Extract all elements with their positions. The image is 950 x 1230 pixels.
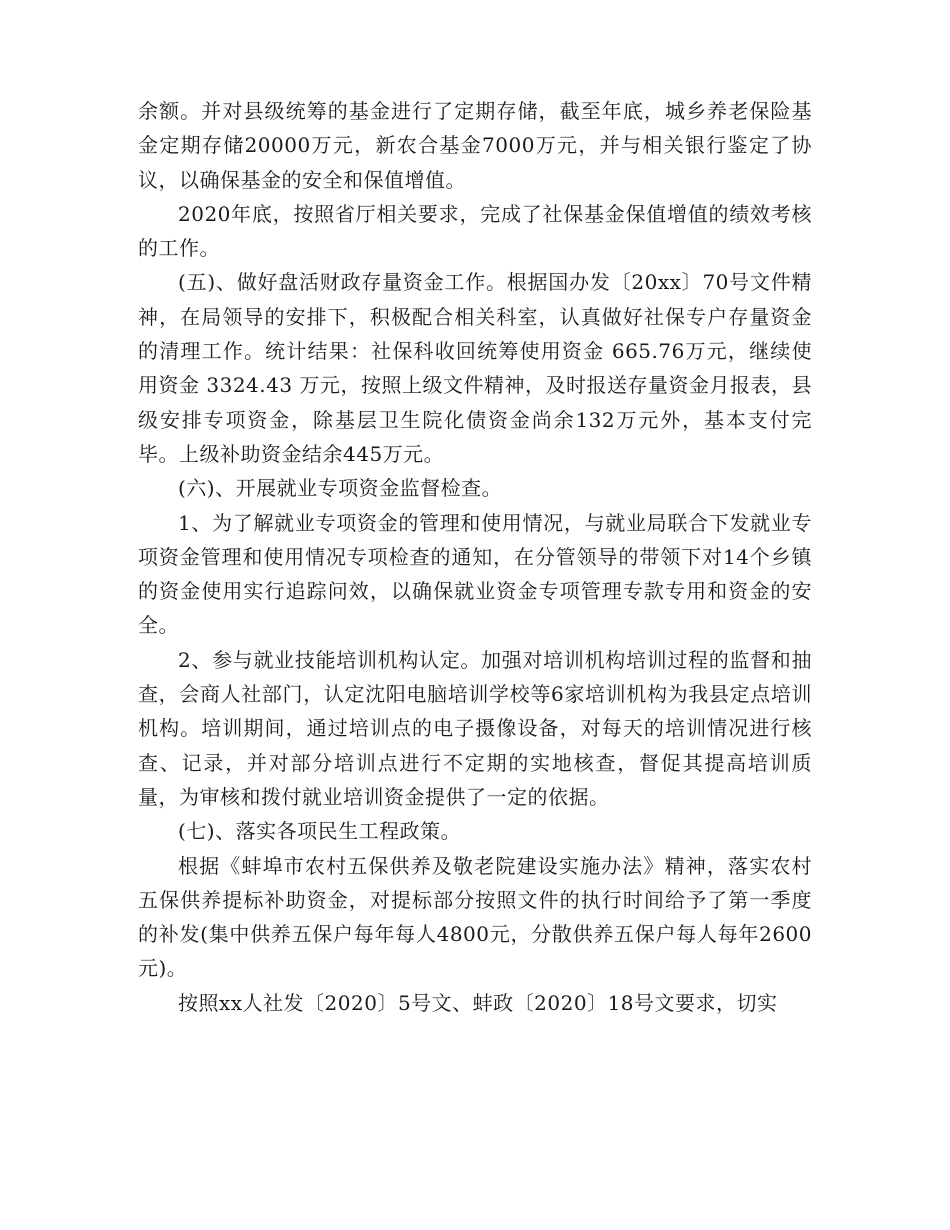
- paragraph-section-6-item-2: 2、参与就业技能培训机构认定。加强对培训机构培训过程的监督和抽查，会商人社部门，认定沈阳电脑培训学校等6家培训机构为我县定点培训机构。培训期间，通过培训点的电子摄像设备，对每天的培训情况进行核查、记录，并对部分培训点进行不定期的实地核查，督促其提高培训质量，为审核和拨付就业培训资金提供了一定的依据。: [138, 647, 812, 809]
- paragraph-performance-review: 2020年底，按照省厅相关要求，完成了社保基金保值增值的绩效考核的工作。: [138, 201, 812, 261]
- paragraph-section-6-item-1: 1、为了解就业专项资金的管理和使用情况，与就业局联合下发就业专项资金管理和使用情况专项检查的通知，在分管领导的带领下对14个乡镇的资金使用实行追踪问效，以确保就业资金专项管理专款专用和资金的安全。: [138, 510, 812, 638]
- paragraph-section-5-stock-funds: (五)、做好盘活财政存量资金工作。根据国办发〔20xx〕70号文件精神，在局领导的安排下，积极配合相关科室，认真做好社保专户存量资金的清理工作。统计结果：社保科收回统筹使用资金 665.76万元，继续使用资金 3324.43 万元，按照上级文件精神，及时报送存量资金月报表，县级安排专项资金，除基层卫生院化债资金尚余132万元外，基本支付完毕。上级补助资金结余445万元。: [138, 270, 812, 466]
- paragraph-section-6-heading: (六)、开展就业专项资金监督检查。: [178, 476, 503, 501]
- document-body: [138, 94, 812, 1020]
- paragraph-section-7-continued: 按照xx人社发〔2020〕5号文、蚌政〔2020〕18号文要求，切实: [178, 990, 778, 1015]
- paragraph-section-7-heading: (七)、落实各项民生工程政策。: [178, 819, 462, 844]
- paragraph-section-7-wubao: 根据《蚌埠市农村五保供养及敬老院建设实施办法》精神，落实农村五保供养提标补助资金，对提标部分按照文件的执行时间给予了第一季度的补发(集中供养五保户每年每人4800元，分散供养五保户每人每年2600元)。: [138, 853, 812, 981]
- paragraph-fund-storage: 余额。并对县级统筹的基金进行了定期存储，截至年底，城乡养老保险基金定期存储20000万元，新农合基金7000万元，并与相关银行鉴定了协议，以确保基金的安全和保值增值。: [138, 99, 812, 192]
